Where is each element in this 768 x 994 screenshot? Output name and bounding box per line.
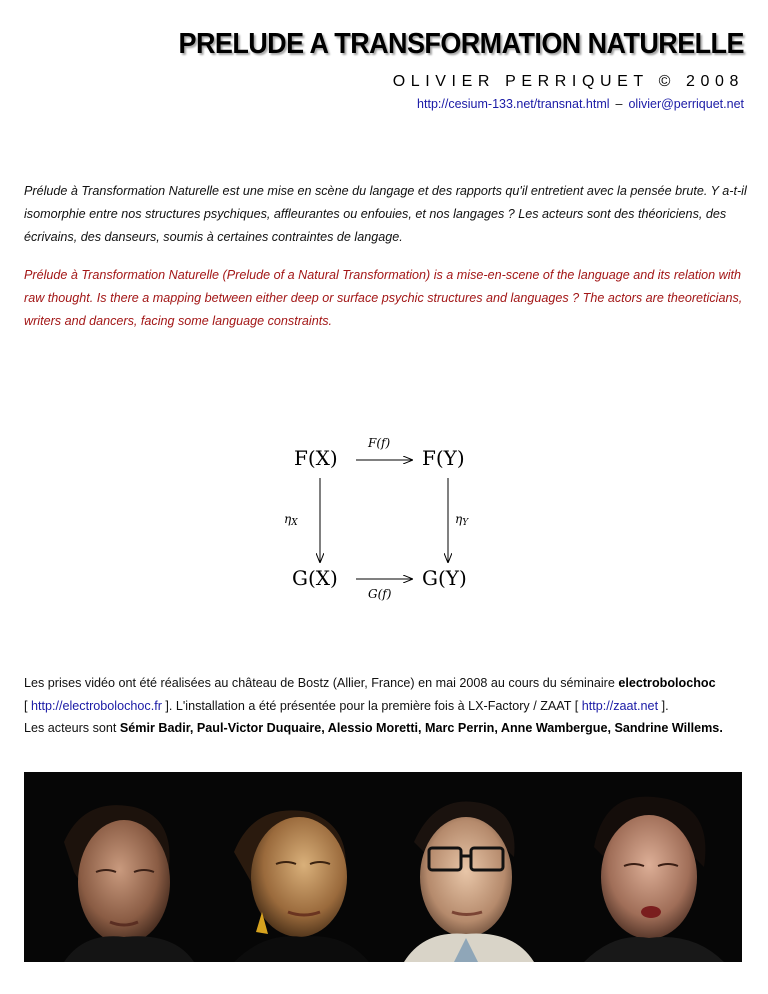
author-line: OLIVIER PERRIQUET © 2008 <box>392 73 744 90</box>
email-link[interactable]: olivier@perriquet.net <box>628 97 744 111</box>
credits-line-2: [ http://electrobolochoc.fr ]. L'installation a été présentée pour la première fois à LX-Factory / ZAAT [ http://zaat.net ]. <box>24 698 669 713</box>
node-fx: F(X) <box>294 446 338 470</box>
actors-photo <box>24 772 742 962</box>
zaat-link[interactable]: http://zaat.net <box>581 698 659 713</box>
credits-line-1: Les prises vidéo ont été réalisées au château de Bostz (Allier, France) en mai 2008 au cours du séminaire electrobolochoc <box>24 676 716 690</box>
actors-photo-image <box>24 772 742 962</box>
header-links <box>417 97 744 111</box>
intro-english: Prélude à Transformation Naturelle (Prelude of a Natural Transformation) is a mise-en-scene of the language and its relation with raw thought. Is there a mapping between either deep or surface psychic structures and languages ? The actors are theoreticians, writers and dancers, facing some language constraints. <box>24 268 743 328</box>
node-gx: G(X) <box>292 566 338 590</box>
commutative-diagram <box>280 432 490 604</box>
node-gy: G(Y) <box>422 566 467 590</box>
project-link[interactable]: http://cesium-133.net/transnat.html <box>417 97 610 111</box>
intro-french: Prélude à Transformation Naturelle est une mise en scène du langage et des rapports qu'il entretient avec la pensée brute. Y a-t-il isomorphie entre nos structures psychiques, affleurantes ou enfouies, et nos langages ? Les acteurs sont des théoriciens, des écrivains, des danseurs, soumis à certaines contraintes de langage. <box>24 184 747 244</box>
credits-line-3: Les acteurs sont Sémir Badir, Paul-Victor Duquaire, Alessio Moretti, Marc Perrin, Anne Wambergue, Sandrine Willems. <box>24 721 723 735</box>
label-ff: F(f) <box>368 436 391 450</box>
actors-list: Sémir Badir, Paul-Victor Duquaire, Alessio Moretti, Marc Perrin, Anne Wambergue, Sandrine Willems. <box>119 721 723 735</box>
seminar-link[interactable]: http://electrobolochoc.fr <box>31 698 162 713</box>
label-gf: G(f) <box>368 587 392 601</box>
node-fy: F(Y) <box>422 446 465 470</box>
label-eta-x: ηX <box>284 512 298 528</box>
credits <box>24 672 754 740</box>
diagram-svg <box>280 432 490 604</box>
link-separator: – <box>615 97 623 111</box>
label-eta-y: ηY <box>455 512 469 528</box>
seminar-name: electrobolochoc <box>618 676 716 690</box>
page-title: PRELUDE A TRANSFORMATION NATURELLE <box>178 28 744 60</box>
